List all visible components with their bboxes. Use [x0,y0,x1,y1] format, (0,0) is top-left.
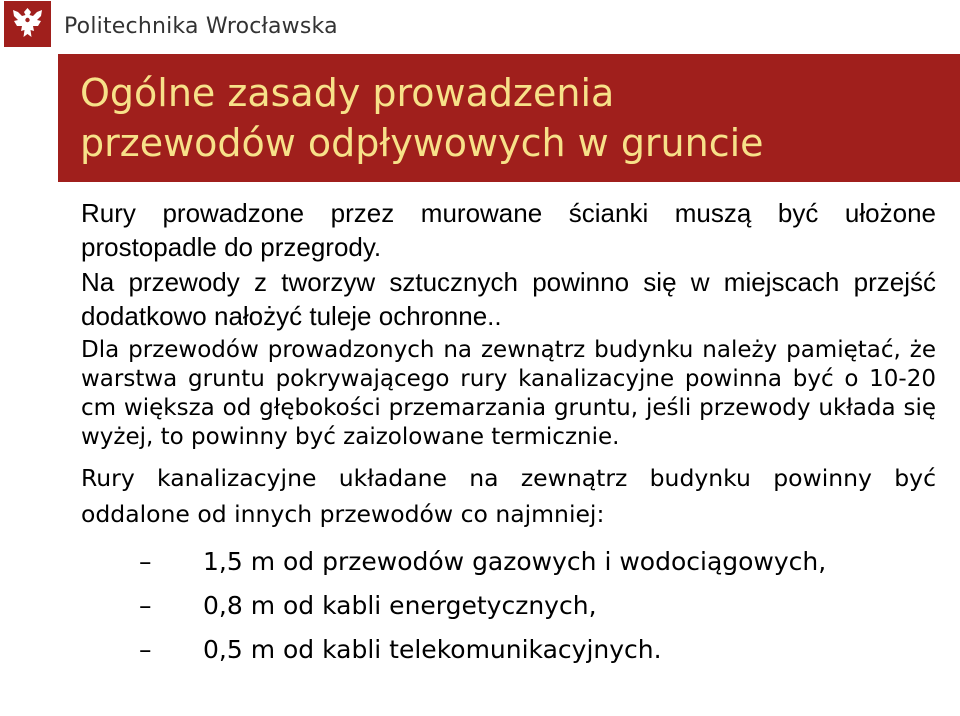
eagle-crest-icon [4,1,51,47]
list-item [81,584,936,628]
paragraph-frost-depth: Dla przewodów prowadzonych na zewnątrz budynku należy pamiętać, że warstwa gruntu pokrywającego rury kanalizacyjne powinna być o 10-20 cm większa od głębokości przemarzania gruntu, jeśli przewody układa się wyżej, to powinny być zaizolowane termicznie. [81,337,936,450]
dash-marker: – [139,547,152,576]
header [0,0,960,50]
list-item [81,628,936,672]
slide-title [80,68,764,168]
list-item-text: 1,5 m od przewodów gazowych i wodociągowych, [203,547,827,576]
dash-marker: – [139,591,152,620]
title-bar [58,54,960,182]
distance-list [81,540,936,672]
list-item [81,540,936,584]
dash-marker: – [139,635,152,664]
title-line-1: Ogólne zasady prowadzenia [80,71,615,115]
university-name: Politechnika Wrocławska [64,14,338,39]
paragraph-min-distances: Rury kanalizacyjne układane na zewnątrz budynku powinny być oddalone od innych przewodów co najmniej: [81,464,936,528]
list-item-text: 0,8 m od kabli energetycznych, [203,591,597,620]
paragraph-plastic-pipes: Na przewody z tworzyw sztucznych powinno się w miejscach przejść dodatkowo nałożyć tuleje ochronne.. [81,267,936,331]
paragraph-masonry-walls: Rury prowadzone przez murowane ścianki muszą być ułożone prostopadle do przegrody. [81,198,936,262]
list-item-text: 0,5 m od kabli telekomunikacyjnych. [203,635,662,664]
title-line-2: przewodów odpływowych w gruncie [80,121,764,165]
university-logo [4,1,51,47]
slide-body [81,196,936,672]
